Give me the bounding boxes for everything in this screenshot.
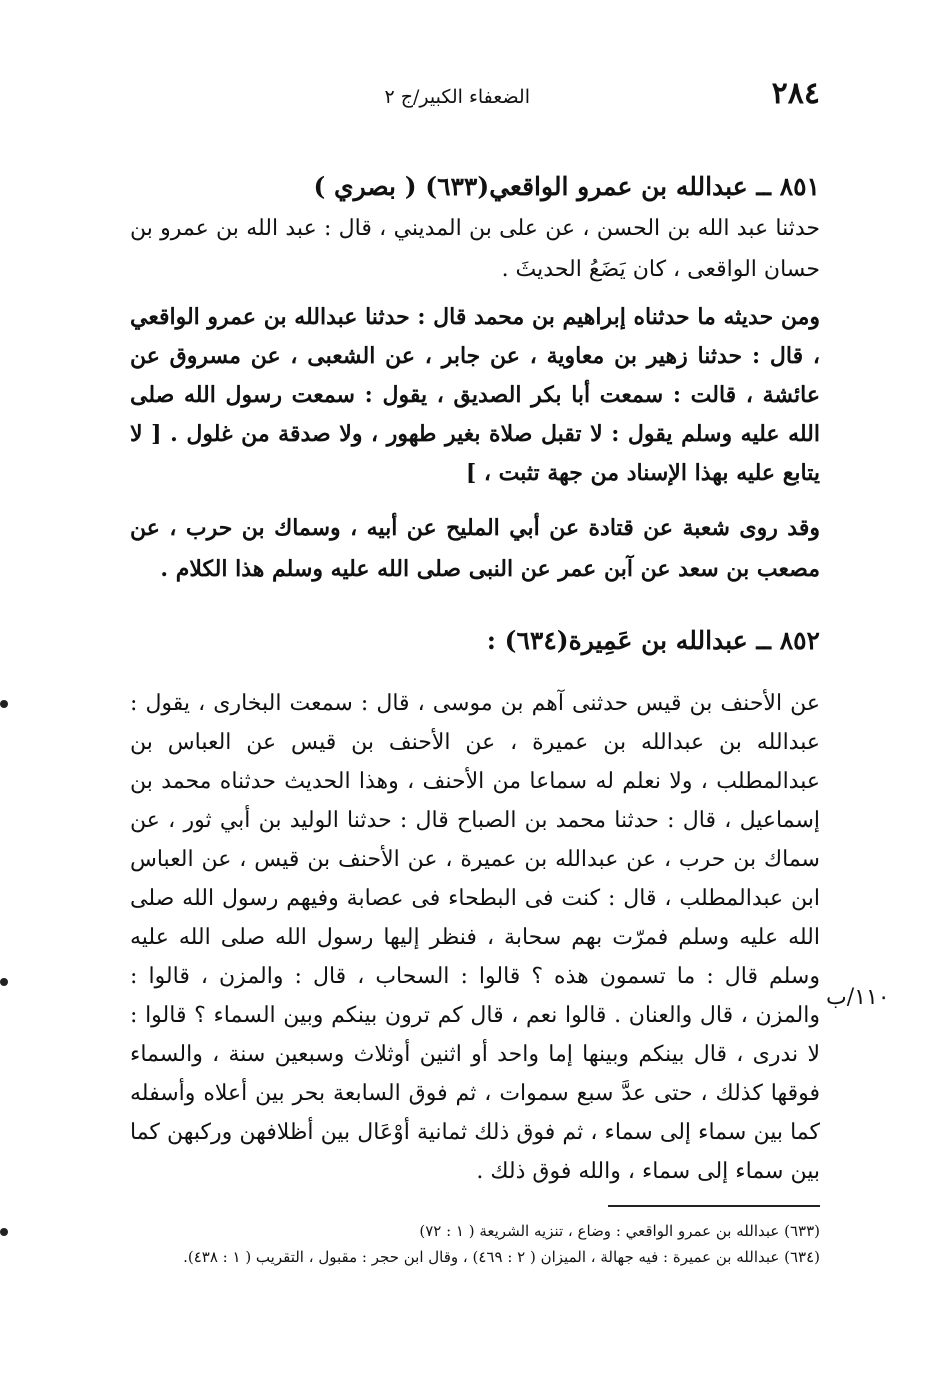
entry-852-title: ٨٥٢ ــ عبدالله بن عَمِيرة(٦٣٤) : (486, 626, 820, 655)
scan-edge-dot (0, 978, 8, 986)
entry-851-paragraph-1: حدثنا عبد الله بن الحسن ، عن على بن المديني ، قال : عبد الله بن عمرو بن حسان الواقعى ، كان يَضَعُ الحديثَ . (130, 216, 820, 282)
entry-851-paragraph-3: وقد روى شعبة عن قتادة عن أبي المليح عن أبيه ، وسماك بن حرب ، عن مصعب بن سعد عن آبن عمر عن النبى صلى الله عليه وسلم هذا الكلام . (130, 515, 820, 582)
entry-851-title: ٨٥١ ــ عبدالله بن عمرو الواقعي(٦٣٣) ( بصري ) (313, 172, 820, 201)
entry-851-paragraph-2: ومن حديثه ما حدثناه إبراهيم بن محمد قال : حدثنا عبدالله بن عمرو الواقعي ، قال : حدثنا زهير بن معاوية ، عن جابر ، عن الشعبى ، عن مسروق عن عائشة ، قالت : سمعت أبا بكر الصديق ، يقول : سمعت رسول الله صلى الله عليه وسلم يقول : لا تقبل صلاة بغير طهور ، ولا صدقة من غلول . [ لا يتابع عليه بهذا الإسناد من جهة تثبت ، ] (130, 304, 820, 486)
manuscript-folio-marker: ١١٠/ب (826, 985, 890, 1010)
footnote-separator (608, 1205, 820, 1207)
scan-edge-dot (0, 1228, 8, 1236)
footnote-633: (٦٣٣) عبدالله بن عمرو الواقعي : وضاع ، تنزيه الشريعة ( ١ : ٧٢) (419, 1222, 820, 1240)
entry-852-paragraph-1: عن الأحنف بن قيس حدثنى آهم بن موسى ، قال : سمعت البخارى ، يقول : عبدالله بن عبدالله بن عميرة ، عن الأحنف بن قيس عن العباس بن عبدالمطلب ، ولا نعلم له سماعا من الأحنف ، وهذا الحديث حدثناه محمد بن إسماعيل ، قال : حدثنا محمد بن الصباح قال : حدثنا الوليد بن أبي ثور ، عن سماك بن حرب ، عن عبدالله بن عميرة ، عن الأحنف بن قيس ، عن العباس ابن عبدالمطلب ، قال : كنت فى البطحاء فى عصابة وفيهم رسول الله صلى الله عليه وسلم فمرّت بهم سحابة ، فنظر إليها رسول الله صلى الله عليه وسلم قال : ما تسمون هذه ؟ قالوا : السحاب ، قال : والمزن ، قالوا : والمزن ، قال والعنان . قالوا نعم ، قال كم ترون بينكم وبين السماء ؟ قالوا : لا ندرى ، قال بينكم وبينها إما واحد أو اثنين أوثلاث وسبعين سنة ، والسماء فوقها كذلك ، حتى عدَّ سبع سموات ، ثم فوق السابعة بحر بين أعلاه وأسفله كما بين سماء إلى سماء ، ثم فوق ذلك ثمانية أوْعَال بين أظلافهن وركبهن كما بين سماء إلى سماء ، والله فوق ذلك . (130, 691, 820, 1184)
page-header (130, 76, 820, 116)
footnote-634: (٦٣٤) عبدالله بن عميرة : فيه جهالة ، الميزان ( ٢ : ٤٦٩) ، وقال ابن حجر : مقبول ، التقريب ( ١ : ٤٣٨). (183, 1248, 820, 1266)
page-number: ٢٨٤ (771, 76, 820, 111)
scan-edge-dot (0, 700, 8, 708)
running-title: الضعفاء الكبير/ج ٢ (384, 86, 530, 108)
